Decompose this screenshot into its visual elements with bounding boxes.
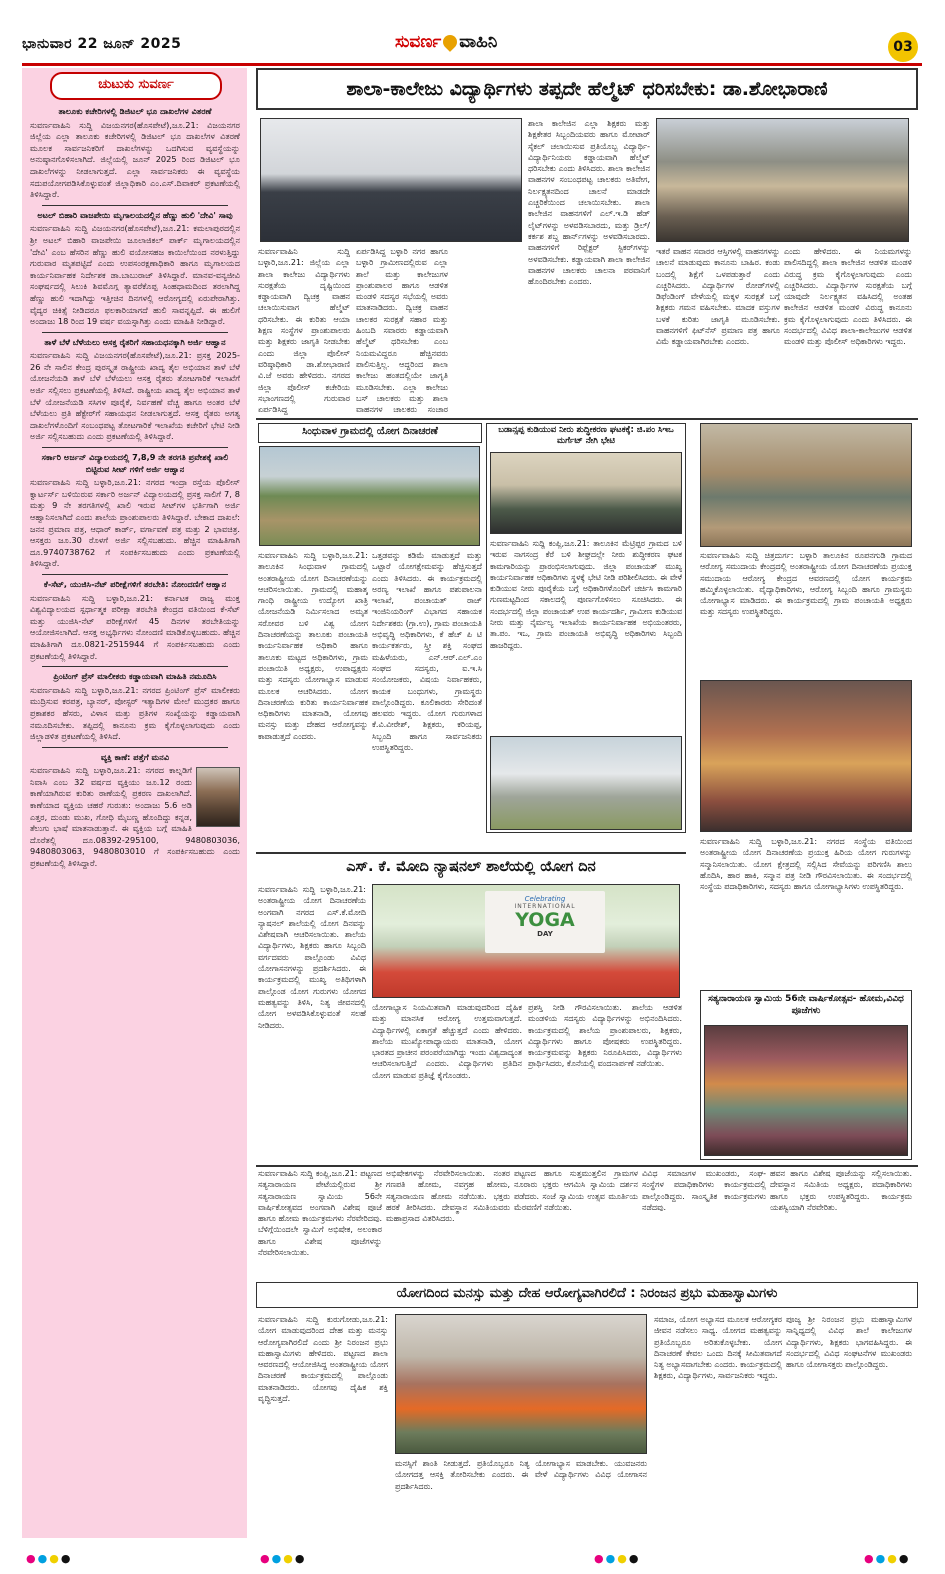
brief-body: ಸುವರ್ಣವಾಹಿನಿ ಸುದ್ದಿ ಬಳ್ಳಾರಿ,ಜೂ.21: ನಗರದ ಕಾಲ್ನಡಿಗೆ ನಿವಾಸಿ ಎಂಬ 32 ವರ್ಷದ ವ್ಯಕ್ತಿಯು ಜೂ.12 ರಂದು ಕಾಣೆಯಾಗಿರುವ ಕುರಿತು ಠಾಣೆಯಲ್ಲಿ ಪ್ರಕರಣ ದಾಖಲಾಗಿದೆ. ಕಾಣೆಯಾದ ವ್ಯಕ್ತಿಯ ಚಹರೆ ಗುರುತು: ಅಂದಾಜು 5.6 ಅಡಿ ಎತ್ತರ, ದುಂಡು ಮುಖ, ಗೋಧಿ ಮೈಬಣ್ಣ ಹೊಂದಿದ್ದು ಕನ್ನಡ, ತೆಲುಗು ಭಾಷೆ ಮಾತನಾಡುತ್ತಾನೆ. ಈ ವ್ಯಕ್ತಿಯ ಬಗ್ಗೆ ಮಾಹಿತಿ ದೊರೆತಲ್ಲಿ ದೂ.08392-295100, 9480803036, 9480803063, 9480803010 ಗೆ ಸಂಪರ್ಕಿಸಬಹುದು ಎಂದು ಪ್ರಕಟಣೆಯಲ್ಲಿ ತಿಳಿಸಿದ್ದಾರೆ. xyxy=(30,765,240,869)
masthead xyxy=(0,0,945,64)
divider xyxy=(42,332,228,333)
brief-item xyxy=(30,579,240,662)
health-centre-yoga-photo xyxy=(700,423,912,547)
banner-yoga-text: YOGA xyxy=(515,909,575,931)
meeting-hall-photo xyxy=(260,118,522,242)
audience-photo xyxy=(656,118,909,242)
niranjan-col-3: ಸಮಾಜ, ಯೋಗ ಅಭ್ಯಾಸದ ಮೂಲಕ ಆರೋಗ್ಯಕರ ಜೀವನ ನಡೆಸಲು ಸಾಧ್ಯ. ಯೋಗದ ಮಹತ್ವವನ್ನು ಪ್ರತಿಯೊಬ್ಬರೂ ಅರಿತುಕೊಳ್ಳಬೇಕು. ಯೋಗ ದಿನಾಚರಣೆ ಕೇವಲ ಒಂದು ದಿನಕ್ಕೆ ಸೀಮಿತವಾಗದೆ ನಿತ್ಯ ಅಭ್ಯಾಸವಾಗಬೇಕು ಎಂದರು. ಕಾರ್ಯಕ್ರಮದಲ್ಲಿ ಶಿಕ್ಷಕರು, ವಿದ್ಯಾರ್ಥಿಗಳು, ಸಾರ್ವಜನಿಕರು ಇದ್ದರು. xyxy=(654,1315,782,1381)
temple-col-5: ಹವನ ಹಾಗೂ ವಿಶೇಷ ಪೂಜೆಯನ್ನು ಸಲ್ಲಿಸಲಾಯಿತು. ದೇವಸ್ಥಾನ ಸಮಿತಿಯ ಅಧ್ಯಕ್ಷರು, ಪದಾಧಿಕಾರಿಗಳು ಹಾಗೂ ಭಕ್ತರು ಉಪಸ್ಥಿತರಿದ್ದರು. ಕಾರ್ಯಕ್ರಮ ಯಶಸ್ವಿಯಾಗಿ ನೆರವೇರಿತು. xyxy=(770,1169,912,1212)
brief-body: ಸುವರ್ಣವಾಹಿನಿ ಸುದ್ದಿ ಬಳ್ಳಾರಿ,ಜೂ.21: ನಗರದ ಪ್ರಿಂಟಿಂಗ್ ಪ್ರೆಸ್ ಮಾಲೀಕರು ಮುದ್ರಿಸುವ ಕರಪತ್ರ, ಬ್ಯಾನರ್, ಪೋಸ್ಟರ್ ಇತ್ಯಾದಿಗಳ ಮೇಲೆ ಮುದ್ರಕರ ಹಾಗೂ ಪ್ರಕಾಶಕರ ಹೆಸರು, ವಿಳಾಸ ಮತ್ತು ಪ್ರತಿಗಳ ಸಂಖ್ಯೆಯನ್ನು ಕಡ್ಡಾಯವಾಗಿ ನಮೂದಿಸಬೇಕು. ತಪ್ಪಿದಲ್ಲಿ ಕಾನೂನು ಕ್ರಮ ಕೈಗೊಳ್ಳಲಾಗುವುದು ಎಂದು ಜಿಲ್ಲಾಡಳಿತ ಪ್ರಕಟಣೆಯಲ್ಲಿ ತಿಳಿಸಿದೆ. xyxy=(30,684,240,742)
brief-heading: ಕೆ-ಸೆಟ್, ಯುಜಿಸಿ-ನೆಟ್ ಪರೀಕ್ಷೆಗಳಿಗೆ ತರಬೇತಿ: ನೋಂದಣಿಗೆ ಆಹ್ವಾನ xyxy=(43,578,227,589)
brief-item xyxy=(30,337,240,443)
niranjan-col-4: ಪೂಜ್ಯ ಶ್ರೀ ನಿರಂಜನ ಪ್ರಭು ಮಹಾಸ್ವಾಮಿಗಳ ಸಾನ್ನಿಧ್ಯದಲ್ಲಿ ವಿವಿಧ ಶಾಲೆ ಕಾಲೇಜುಗಳ ವಿದ್ಯಾರ್ಥಿಗಳು, ಶಿಕ್ಷಕರು ಭಾಗವಹಿಸಿದ್ದರು. ಈ ಸಂದರ್ಭದಲ್ಲಿ ವಿವಿಧ ಸಂಘಟನೆಗಳ ಮುಖಂಡರು ಹಾಗೂ ಯೋಗಾಸಕ್ತರು ಪಾಲ್ಗೊಂಡಿದ್ದರು. xyxy=(786,1315,912,1370)
yoga-lake-photo xyxy=(259,446,480,546)
chutuku-items xyxy=(30,102,240,1532)
banner-day-text: DAY xyxy=(537,930,553,938)
chutuku-title: ಚುಟುಕು ಸುವರ್ಣ xyxy=(50,72,222,100)
modi-school-headline: ಎಸ್. ಕೆ. ಮೋದಿ ನ್ಯಾಷನಲ್ ಶಾಲೆಯಲ್ಲಿ ಯೋಗ ದಿನ xyxy=(346,859,596,875)
lead-col-3: ಶಾಲಾ ಕಾಲೇಜಿನ ಎಲ್ಲಾ ಶಿಕ್ಷಕರು ಮತ್ತು ಶಿಕ್ಷಕೇತರ ಸಿಬ್ಬಂದಿಯವರು ಹಾಗೂ ಮೋಟಾರ್ ಸೈಕಲ್ ಚಲಾಯಿಸುವ ಪ್ರತಿಯೊಬ್ಬ ವಿದ್ಯಾರ್ಥಿ-ವಿದ್ಯಾರ್ಥಿನಿಯರು ಕಡ್ಡಾಯವಾಗಿ ಹೆಲ್ಮೆಟ್ ಧರಿಸಬೇಕು ಎಂದು ತಿಳಿಸಿದರು. ಶಾಲಾ ಕಾಲೇಜಿನ ವಾಹನಗಳ ಸಂಬಂಧಪಟ್ಟ ಚಾಲಕರು ಅತಿವೇಗ, ನಿರ್ಲಕ್ಷ್ಯತನದಿಂದ ಚಾಲನೆ ಮಾಡದೇ ಎಚ್ಚರಿಕೆಯಿಂದ ಚಲಾಯಿಸಬೇಕು. ಶಾಲಾ ಕಾಲೇಜಿನ ವಾಹನಗಳಿಗೆ ಎಲ್.ಇ.ಡಿ ಹೆಡ್ ಲೈಟ್‌ಗಳನ್ನು ಅಳವಡಿಸಬಾರದು, ಮತ್ತು ಡ್ರಿಲ್/ಕರ್ಕಶ ಶಬ್ದ ಹಾರ್ನ್‌ಗಳನ್ನು ಅಳವಡಿಸಬಾರದು. ವಾಹನಗಳಿಗೆ ರಿಫ್ಲೆಕ್ಟರ್ ಸ್ಟಿಕರ್‌ಗಳನ್ನು ಅಳವಡಿಸಬೇಕು. ಕಡ್ಡಾಯವಾಗಿ ಶಾಲಾ ಕಾಲೇಜಿನ ವಾಹನಗಳ ಚಾಲಕರು ಚಾಲನಾ ಪರವಾನಿಗೆ ಹೊಂದಿರಬೇಕು ಎಂದರು. xyxy=(528,119,650,287)
felicitation-body: ಸುವರ್ಣವಾಹಿನಿ ಸುದ್ದಿ ಬಳ್ಳಾರಿ,ಜೂ.21: ನಗರದ ಸಂಸ್ಥೆಯ ವತಿಯಿಂದ ಅಂತರಾಷ್ಟ್ರೀಯ ಯೋಗ ದಿನಾಚರಣೆಯ ಪ್ರಯುಕ್ತ ಹಿರಿಯ ಯೋಗ ಗುರುಗಳನ್ನು ಸನ್ಮಾನಿಸಲಾಯಿತು. ಯೋಗ ಕ್ಷೇತ್ರದಲ್ಲಿ ಸಲ್ಲಿಸಿದ ಸೇವೆಯನ್ನು ಪರಿಗಣಿಸಿ ಶಾಲು ಹೊದಿಸಿ, ಹಾರ ಹಾಕಿ, ಸನ್ಮಾನ ಪತ್ರ ನೀಡಿ ಗೌರವಿಸಲಾಯಿತು. ಈ ಸಂದರ್ಭದಲ್ಲಿ ಸಂಸ್ಥೆಯ ಪದಾಧಿಕಾರಿಗಳು, ಸದಸ್ಯರು ಹಾಗೂ ಯೋಗಾಭ್ಯಾಸಿಗಳು ಉಪಸ್ಥಿತರಿದ್ದರು. xyxy=(700,837,912,892)
brief-item xyxy=(30,106,240,201)
brief-heading: ತಾಲೂಕು ಕಚೇರಿಗಳಲ್ಲಿ ಡಿಜಿಟಲ್ ಭೂ ದಾಖಲೆಗಳ ವಿತರಣೆ xyxy=(58,106,212,116)
brief-item xyxy=(30,210,240,328)
water-story-body: ಸುವರ್ಣವಾಹಿನಿ ಸುದ್ದಿ ಕಂಪ್ಲಿ,ಜೂ.21: ತಾಲೂಕಿನ ಮೆಟ್ರಿಪ್ಪರ ಗ್ರಾಮದ ಬಳಿ ಇರುವ ನಾಗಸಂದ್ರ ಕೆರೆ ಬಳಿ ಶೀಘ್ರದಲ್ಲೇ ನೀರು ಶುದ್ಧೀಕರಣ ಘಟಕ ಕಾಮಗಾರಿಯನ್ನು ಪ್ರಾರಂಭಿಸಲಾಗುವುದು. ಜಿಲ್ಲಾ ಪಂಚಾಯತ್ ಮುಖ್ಯ ಕಾರ್ಯನಿರ್ವಾಹಕ ಅಧಿಕಾರಿಗಳು ಸ್ಥಳಕ್ಕೆ ಭೇಟಿ ನೀಡಿ ಪರಿಶೀಲಿಸಿದರು. ಈ ವೇಳೆ ಕುಡಿಯುವ ನೀರು ಪೂರೈಕೆಯ ಬಗ್ಗೆ ಅಧಿಕಾರಿಗಳೊಂದಿಗೆ ಚರ್ಚಿಸಿ ಕಾಮಗಾರಿ ಗುಣಮಟ್ಟದಿಂದ ಸಕಾಲದಲ್ಲಿ ಪೂರ್ಣಗೊಳಿಸಲು ಸೂಚಿಸಿದರು. ಈ ಸಂದರ್ಭದಲ್ಲಿ ಜಿಲ್ಲಾ ಪಂಚಾಯತ್ ಉಪ ಕಾರ್ಯದರ್ಶಿ, ಗ್ರಾಮೀಣ ಕುಡಿಯುವ ನೀರು ಮತ್ತು ನೈರ್ಮಲ್ಯ ಇಲಾಖೆಯ ಕಾರ್ಯನಿರ್ವಾಹಕ ಅಭಿಯಂತರರು, ತಾ.ಪಂ. ಇಒ, ಗ್ರಾಮ ಪಂಚಾಯತಿ ಅಭಿವೃದ್ಧಿ ಅಧಿಕಾರಿಗಳು ಸಿಬ್ಬಂದಿ ಹಾಜರಿದ್ದರು. xyxy=(490,539,682,650)
modi-col-2: ಯೋಗಾಭ್ಯಾಸ ನಿಯಮಿತವಾಗಿ ಮಾಡುವುದರಿಂದ ದೈಹಿಕ ಮತ್ತು ಮಾನಸಿಕ ಆರೋಗ್ಯ ಉತ್ತಮವಾಗುತ್ತದೆ. ವಿದ್ಯಾರ್ಥಿಗಳಲ್ಲಿ ಏಕಾಗ್ರತೆ ಹೆಚ್ಚುತ್ತದೆ ಎಂದು ಹೇಳಿದರು. ಶಾಲೆಯ ಮುಖ್ಯೋಪಾಧ್ಯಾಯರು ಮಾತನಾಡಿ, ಯೋಗ ಭಾರತದ ಪ್ರಾಚೀನ ಪರಂಪರೆಯಾಗಿದ್ದು ಇಂದು ವಿಶ್ವದಾದ್ಯಂತ ಆಚರಿಸಲಾಗುತ್ತಿದೆ ಎಂದರು. ವಿದ್ಯಾರ್ಥಿಗಳು ಪ್ರತಿದಿನ ಯೋಗ ಮಾಡುವ ಪ್ರತಿಜ್ಞೆ ಕೈಗೊಂಡರು. xyxy=(372,1003,522,1080)
temple-col-4: ವಿವಿಧ ಸಮಾಜಗಳ ಮುಖಂಡರು, ಸಂಘ-ಸಂಸ್ಥೆಗಳ ಪದಾಧಿಕಾರಿಗಳು ಕಾರ್ಯಕ್ರಮದಲ್ಲಿ ಪಾಲ್ಗೊಂಡಿದ್ದರು. ಸಾಂಸ್ಕೃತಿಕ ಕಾರ್ಯಕ್ರಮಗಳು ನಡೆದವು. xyxy=(642,1169,766,1212)
brief-heading: ಅಟಲ್ ಬಿಹಾರಿ ವಾಜಪೇಯಿ ಮೃಗಾಲಯದಲ್ಲಿನ ಹೆಣ್ಣು ಹುಲಿ 'ದೇವಿ' ಸಾವು xyxy=(37,209,233,220)
lead-col-5: ಎಂದು ಹೇಳಿದರು. ಈ ನಿಯಮಗಳನ್ನು ಪಾಲಿಸದಿದ್ದಲ್ಲಿ ಶಾಲಾ ಕಾಲೇಜಿನ ಆಡಳಿತ ಮಂಡಳಿ ವಿರುದ್ಧ ಕ್ರಮ ಕೈಗೊಳ್ಳಲಾಗುವುದು ಎಂದು ಎಚ್ಚರಿಸಿದರು. ವಿದ್ಯಾರ್ಥಿಗಳ ಸುರಕ್ಷತೆಯ ಬಗ್ಗೆ ಯಾವುದೇ ನಿರ್ಲಕ್ಷ್ಯತನ ವಹಿಸಿದಲ್ಲಿ ಅಂತಹ ಕಾಲೇಜಿನ ಆಡಳಿತ ಮಂಡಳಿ ವಿರುದ್ಧ ಕಾನೂನು ಕ್ರಮ ಕೈಗೊಳ್ಳಲಾಗುವುದು ಎಂದು ತಿಳಿಸಿದರು. ಈ ಸಂದರ್ಭದಲ್ಲಿ ವಿವಿಧ ಶಾಲಾ-ಕಾಲೇಜುಗಳ ಆಡಳಿತ ಮಂಡಳಿ ಮತ್ತು ಪೊಲೀಸ್ ಅಧಿಕಾರಿಗಳು ಇದ್ದರು. xyxy=(784,247,912,347)
print-color-marks: ●●●● xyxy=(260,1552,307,1565)
page-number: 03 xyxy=(888,32,918,62)
lead-col-1: ಸುವರ್ಣವಾಹಿನಿ ಸುದ್ದಿ ಬಳ್ಳಾರಿ,ಜೂ.21: ಜಿಲ್ಲೆಯ ಎಲ್ಲಾ ಶಾಲಾ ಕಾಲೇಜು ವಿದ್ಯಾರ್ಥಿಗಳು ಸುರಕ್ಷತೆಯ ದೃಷ್ಟಿಯಿಂದ ಕಡ್ಡಾಯವಾಗಿ ದ್ವಿಚಕ್ರ ವಾಹನ ಚಲಾಯಿಸುವಾಗ ಹೆಲ್ಮೆಟ್ ಧರಿಸಬೇಕು. ಈ ಕುರಿತು ಆಯಾ ಶಿಕ್ಷಣ ಸಂಸ್ಥೆಗಳ ಪ್ರಾಂಶುಪಾಲರು ಮತ್ತು ಶಿಕ್ಷಕರು ಜಾಗೃತಿ ನೀಡಬೇಕು ಎಂದು ಜಿಲ್ಲಾ ಪೊಲೀಸ್ ವರಿಷ್ಠಾಧಿಕಾರಿ ಡಾ.ಶೋಭಾರಾಣಿ ವಿ.ಜೆ ಅವರು ಹೇಳಿದರು. ನಗರದ ಜಿಲ್ಲಾ ಪೊಲೀಸ್ ಕಚೇರಿಯ ಸಭಾಂಗಣದಲ್ಲಿ ಗುರುವಾರ ಏರ್ಪಡಿಸಿದ್ದ xyxy=(258,247,350,415)
temple-headline: ಸತ್ಯನಾರಾಯಣ ಸ್ವಾಮಿಯ 56ನೇ ವಾರ್ಷಿಕೋತ್ಸವ- ಹೋಮ,ವಿವಿಧ ಪೂಜೆಗಳು xyxy=(708,994,904,1016)
temple-col-2: ಅಭಿಷೇಕಗಳನ್ನು ನೆರವೇರಿಸಲಾಯಿತು. ನಂತರ ಗಣಪತಿ ಹೋಮ, ನವಗ್ರಹ ಹೋಮ, ಸತ್ಯನಾರಾಯಣ ಹೋಮ ನಡೆಯಿತು. ಭಕ್ತರು ಹರಕೆ ತೀರಿಸಿದರು. ದೇವಸ್ಥಾನ ಸಮಿತಿಯವರು ಮಹಾಪ್ರಸಾದ ವಿತರಿಸಿದರು. xyxy=(386,1169,510,1224)
logo-part-black: ವಾಹಿನಿ xyxy=(459,32,498,52)
sindhuvala-col-2: ಒತ್ತಡವನ್ನು ಕಡಿಮೆ ಮಾಡುತ್ತದೆ ಮತ್ತು ಒಟ್ಟಾರೆ ಯೋಗಕ್ಷೇಮವನ್ನು ಹೆಚ್ಚಿಸುತ್ತದೆ ಎಂದು ತಿಳಿಸಿದರು. ಈ ಕಾರ್ಯಕ್ರಮದಲ್ಲಿ ಅರಣ್ಯ ಇಲಾಖೆ ಹಾಗೂ ಪಶುಪಾಲನಾ ಇಲಾಖೆ, ಪಂಚಾಯತ್ ರಾಜ್ ಇಂಜಿನಿಯರಿಂಗ್ ವಿಭಾಗದ ಸಹಾಯಕ ನಿರ್ದೇಶಕರು (ಗ್ರಾ.ಉ), ಗ್ರಾಮ ಪಂಚಾಯತಿ ಅಭಿವೃದ್ಧಿ ಅಧಿಕಾರಿಗಳು, ಕೆ ಹೆಚ್ ಪಿ ಟಿ ಕಾರ್ಯಕರ್ತರು, ಸ್ತ್ರೀ ಶಕ್ತಿ ಸಂಘದ ಮಹಿಳೆಯರು, ಎನ್.ಆರ್.ಎಲ್.ಎಂ ಸಂಘದ ಸದಸ್ಯರು, ಐ.ಇ.ಸಿ ಸಂಯೋಜಕರು, ವಿಷಯ ನಿರ್ವಾಹಕರು, ಕಾಯಕ ಬಂಧುಗಳು, ಗ್ರಾಮಸ್ಥರು ಪಾಲ್ಗೊಂಡಿದ್ದರು. ಕೂಲಿಕಾರರು ಸೇರಿದಂತೆ ಹಲವರು ಇದ್ದರು. ಯೋಗ ಗುರುಗಳಾದ ಕೆ.ವಿ.ವೀರೇಶ್, ಶಿಕ್ಷಕರು, ಕರಿಯಪ್ಪ, ಸಿಬ್ಬಂದಿ ಹಾಗೂ ಸಾರ್ವಜನಿಕರು ಉಪಸ್ಥಿತರಿದ್ದರು. xyxy=(372,551,482,753)
missing-person-photo xyxy=(196,767,240,827)
banner-mid-text: INTERNATIONAL xyxy=(514,903,576,910)
officials-visit-photo xyxy=(490,452,682,534)
divider xyxy=(42,747,228,748)
sindhuvala-col-1: ಸುವರ್ಣವಾಹಿನಿ ಸುದ್ದಿ ಬಳ್ಳಾರಿ,ಜೂ.21: ತಾಲೂಕಿನ ಸಿಂಧುವಾಳ ಗ್ರಾಮದಲ್ಲಿ ಅಂತರಾಷ್ಟ್ರೀಯ ಯೋಗ ದಿನಾಚರಣೆಯನ್ನು ಆಚರಿಸಲಾಯಿತು. ಗ್ರಾಮದಲ್ಲಿ ಮಹಾತ್ಮ ಗಾಂಧಿ ರಾಷ್ಟ್ರೀಯ ಉದ್ಯೋಗ ಖಾತ್ರಿ ಯೋಜನೆಯಡಿ ನಿರ್ಮಿಸಲಾದ ಅಮೃತ ಸರೋವರ ಬಳಿ ವಿಶ್ವ ಯೋಗ ದಿನಾಚರಣೆಯನ್ನು ತಾಲೂಕು ಪಂಚಾಯತಿ ಕಾರ್ಯನಿರ್ವಾಹಕ ಅಧಿಕಾರಿ ಹಾಗೂ ತಾಲೂಕು ಮಟ್ಟದ ಅಧಿಕಾರಿಗಳು, ಗ್ರಾಮ ಪಂಚಾಯಿತಿ ಅಧ್ಯಕ್ಷರು, ಉಪಾಧ್ಯಕ್ಷರು ಮತ್ತು ಸದಸ್ಯರು ಯೋಗಾಭ್ಯಾಸ ಮಾಡುವ ಮೂಲಕ ಆಚರಿಸಿದರು. ಯೋಗ ದಿನಾಚರಣೆಯ ಕುರಿತು ಕಾರ್ಯನಿರ್ವಾಹಕ ಅಧಿಕಾರಿಗಳು ಮಾತನಾಡಿ, ಯೋಗವು ಮನಸ್ಸು ಮತ್ತು ದೇಹದ ಆರೋಗ್ಯವನ್ನು ಕಾಪಾಡುತ್ತದೆ ಎಂದರು. xyxy=(258,551,368,741)
niranjan-headline: ಯೋಗದಿಂದ ಮನಸ್ಸು ಮತ್ತು ದೇಹ ಆರೋಗ್ಯವಾಗಿರಲಿದೆ : ನಿರಂಜನ ಪ್ರಭು ಮಹಾಸ್ವಾಮಿಗಳು xyxy=(256,1282,918,1308)
brief-item xyxy=(30,752,240,870)
flame-icon xyxy=(440,32,460,52)
lead-headline-box xyxy=(256,68,918,110)
banner-top-text: Celebrating xyxy=(524,895,566,903)
brief-heading: ಪ್ರಿಂಟಿಂಗ್ ಪ್ರೆಸ್ ಮಾಲೀಕರು ಕಡ್ಡಾಯವಾಗಿ ಮಾಹಿತಿ ನಮೂದಿಸಿ xyxy=(53,671,217,682)
niranjan-col-2: ಮನಸ್ಸಿಗೆ ಶಾಂತಿ ನೀಡುತ್ತದೆ. ಪ್ರತಿಯೊಬ್ಬರೂ ನಿತ್ಯ ಯೋಗಾಭ್ಯಾಸ ಮಾಡಬೇಕು. ಯುವಜನರು ಯೋಗದತ್ತ ಆಸಕ್ತಿ ತೋರಿಸಬೇಕು ಎಂದರು. ಈ ವೇಳೆ ವಿದ್ಯಾರ್ಥಿಗಳು ವಿವಿಧ ಯೋಗಾಸನ ಪ್ರದರ್ಶಿಸಿದರು. xyxy=(395,1459,647,1491)
brief-body: ಸುವರ್ಣವಾಹಿನಿ ಸುದ್ದಿ ವಿಜಯನಗರ(ಹೊಸಪೇಟೆ),ಜೂ.21: ಕಮಲಾಪುರದಲ್ಲಿನ ಶ್ರೀ ಅಟಲ್ ಬಿಹಾರಿ ವಾಜಪೇಯಿ ಜೂಲಾಜಿಕಲ್ ಪಾರ್ಕ್ ಮೃಗಾಲಯದಲ್ಲಿನ 'ದೇವಿ' ಎಂಬ ಹೆಸರಿನ ಹೆಣ್ಣು ಹುಲಿ ವಯೋಸಹಜ ಕಾಯಿಲೆಯಿಂದ ನರಳುತ್ತಿದ್ದು ಗುರುವಾರ ಮೃತಪಟ್ಟಿದೆ ಎಂದು ಉಪಸಂರಕ್ಷಣಾಧಿಕಾರಿ ಹಾಗೂ ಮೃಗಾಲಯದ ಕಾರ್ಯನಿರ್ವಾಹಕ ನಿರ್ದೇಶಕ ಡಾ.ಬಾಬುರಾಜ್ ತಿಳಿಸಿದ್ದಾರೆ. ಮಾನವ-ವನ್ಯಜೀವಿ ಸಂಘರ್ಷದಲ್ಲಿ ಸಿಲುಕಿ ಶಿವಮೊಗ್ಗ ತ್ಯಾವರೆಕೊಪ್ಪ ಸಿಂಹಧಾಮದಿಂದ ತರಲಾಗಿದ್ದ ಹೆಣ್ಣು ಹುಲಿ ಇದಾಗಿದ್ದು ಇತ್ತೀಚಿನ ದಿನಗಳಲ್ಲಿ ಆರೋಗ್ಯದಲ್ಲಿ ಏರುಪೇರಾಗಿತ್ತು. ವೈದ್ಯರ ಚಿಕಿತ್ಸೆ ನೀಡಿದರೂ ಫಲಕಾರಿಯಾಗದೆ ಹುಲಿ ಸಾವನ್ನಪ್ಪಿದೆ. ಈ ಹುಲಿಗೆ ಅಂದಾಜು 18 ರಿಂದ 19 ವರ್ಷ ವಯಸ್ಸಾಗಿತ್ತು ಎಂದು ಮಾಹಿತಿ ನೀಡಿದ್ದಾರೆ. xyxy=(30,223,240,327)
brief-body: ಸುವರ್ಣವಾಹಿನಿ ಸುದ್ದಿ ವಿಜಯನಗರ(ಹೊಸಪೇಟೆ),ಜೂ.21: ವಿಜಯನಗರ ಜಿಲ್ಲೆಯ ಎಲ್ಲಾ ತಾಲೂಕು ಕಚೇರಿಗಳಲ್ಲಿ ಡಿಜಿಟಲ್ ಭೂ ದಾಖಲೆಗಳ ವಿತರಣೆ ಮೂಲಕ ಸಾರ್ವಜನಿಕರಿಗೆ ದಾಖಲೆಗಳನ್ನು ಒದಗಿಸುವ ವ್ಯವಸ್ಥೆಯನ್ನು ಅನುಷ್ಠಾನಗೊಳಿಸಲಾಗಿದೆ. ಜಿಲ್ಲೆಯಲ್ಲಿ ಜೂನ್ 2025 ರಿಂದ ಡಿಜಿಟಲ್ ಭೂ ದಾಖಲೆಗಳನ್ನು ನೀಡಲಾಗುತ್ತದೆ. ಎಲ್ಲಾ ಸಾರ್ವಜನಿಕರು ಈ ವ್ಯವಸ್ಥೆಯ ಸದುಪಯೋಗಪಡಿಸಿಕೊಳ್ಳುವಂತೆ ಜಿಲ್ಲಾಧಿಕಾರಿ ಎಂ.ಎಸ್.ದಿವಾಕರ್ ಪ್ರಕಟಣೆಯಲ್ಲಿ ತಿಳಿಸಿದ್ದಾರೆ. xyxy=(30,119,240,200)
lead-headline: ಶಾಲಾ-ಕಾಲೇಜು ವಿದ್ಯಾರ್ಥಿಗಳು ತಪ್ಪದೇ ಹೆಲ್ಮೆಟ್ ಧರಿಸಬೇಕು: ಡಾ.ಶೋಭಾರಾಣಿ xyxy=(346,78,828,100)
modi-col-1: ಸುವರ್ಣವಾಹಿನಿ ಸುದ್ದಿ ಬಳ್ಳಾರಿ,ಜೂ.21: ಅಂತರಾಷ್ಟ್ರೀಯ ಯೋಗ ದಿನಾಚರಣೆಯ ಅಂಗವಾಗಿ ನಗರದ ಎಸ್.ಕೆ.ಮೋದಿ ನ್ಯಾಷನಲ್ ಶಾಲೆಯಲ್ಲಿ ಯೋಗ ದಿನವನ್ನು ವಿಶೇಷವಾಗಿ ಆಚರಿಸಲಾಯಿತು. ಶಾಲೆಯ ವಿದ್ಯಾರ್ಥಿಗಳು, ಶಿಕ್ಷಕರು ಹಾಗೂ ಸಿಬ್ಬಂದಿ ವರ್ಗದವರು ಪಾಲ್ಗೊಂಡು ವಿವಿಧ ಯೋಗಾಸನಗಳನ್ನು ಪ್ರದರ್ಶಿಸಿದರು. ಈ ಕಾರ್ಯಕ್ರಮದಲ್ಲಿ ಮುಖ್ಯ ಅತಿಥಿಗಳಾಗಿ ಪಾಲ್ಗೊಂಡ ಯೋಗ ಗುರುಗಳು ಯೋಗದ ಮಹತ್ವವನ್ನು ತಿಳಿಸಿ, ನಿತ್ಯ ಜೀವನದಲ್ಲಿ ಯೋಗ ಅಳವಡಿಸಿಕೊಳ್ಳುವಂತೆ ಸಲಹೆ ನೀಡಿದರು. xyxy=(258,885,366,1030)
divider xyxy=(42,666,228,667)
water-story-headline: ಬಡಾನ್ಸಪ್ಪ ಕುಡಿಯುವ ನೀರು ಶುದ್ಧೀಕರಣ ಘಟಕಕ್ಕೆ: ಜಿ.ಪಂ ಸಿಇಒ ಮರ್ಗೆಟ್ ನೇಗಿ ಭೇಟಿ xyxy=(498,425,674,446)
swamiji-photo xyxy=(395,1314,647,1454)
print-color-marks: ●●●● xyxy=(864,1552,911,1565)
lead-col-4: ಇತರೆ ವಾಹನ ಸವಾರರ ಆಸ್ತಿಗಳಲ್ಲಿ ವಾಹನಗಳನ್ನು ಚಾಲನೆ ಮಾಡುವುದು ಕಾನೂನು ಬಾಹಿರ. ಕಂಡು ಬಂದಲ್ಲಿ ಶಿಕ್ಷೆಗೆ ಒಳಪಡುತ್ತಾರೆ ಎಂದು ಎಚ್ಚರಿಸಿದರು. ವಿದ್ಯಾರ್ಥಿಗಳ ರೋಡ್‌ಗಳಲ್ಲಿ ಡಿಫೆಂಡಿಂಗ್ ವೇಳೆಯಲ್ಲಿ ಮಕ್ಕಳ ಸುರಕ್ಷತೆ ಬಗ್ಗೆ ಶಿಕ್ಷಕರು ಗಮನ ವಹಿಸಬೇಕು. ಮಾದಕ ವಸ್ತುಗಳ ಬಳಕೆ ಕುರಿತು ಜಾಗೃತಿ ಮೂಡಿಸಬೇಕು. ವಾಹನಗಳಿಗೆ ಫಿಟ್‌ನೆಸ್ ಪ್ರಮಾಣ ಪತ್ರ ಹಾಗೂ ವಿಮೆ ಕಡ್ಡಾಯವಾಗಿರಬೇಕು ಎಂದರು. xyxy=(656,247,780,347)
brief-heading: ತಾಳೆ ಬೆಳೆ ಬೆಳೆಯಲು ಆಸಕ್ತ ರೈತರಿಗೆ ಸಹಾಯಧನಕ್ಕಾಗಿ ಅರ್ಜಿ ಆಹ್ವಾನ xyxy=(44,336,226,347)
temple-col-3: ಪಟ್ಟಣದ ಹಾಗೂ ಸುತ್ತಮುತ್ತಲಿನ ಗ್ರಾಮಗಳ ನೂರಾರು ಭಕ್ತರು ಆಗಮಿಸಿ ಸ್ವಾಮಿಯ ದರ್ಶನ ಪಡೆದರು. ಸಂಜೆ ಸ್ವಾಮಿಯ ಉತ್ಸವ ಮೂರ್ತಿಯ ಮೆರವಣಿಗೆ ನಡೆಯಿತು. xyxy=(514,1169,638,1212)
issue-date: ಭಾನುವಾರ 22 ಜೂನ್ 2025 xyxy=(22,36,182,52)
divider xyxy=(42,574,228,575)
logo-part-red: ಸುವರ್ಣ xyxy=(395,32,442,52)
felicitation-photo xyxy=(700,680,912,832)
brief-body: ಸುವರ್ಣವಾಹಿನಿ ಸುದ್ದಿ ಬಳ್ಳಾರಿ,ಜೂ.21: ಕರ್ನಾಟಕ ರಾಜ್ಯ ಮುಕ್ತ ವಿಶ್ವವಿದ್ಯಾಲಯದ ಸ್ಪರ್ಧಾತ್ಮಕ ಪರೀಕ್ಷಾ ತರಬೇತಿ ಕೇಂದ್ರದ ವತಿಯಿಂದ ಕೆ-ಸೆಟ್ ಮತ್ತು ಯುಜಿಸಿ-ನೆಟ್ ಪರೀಕ್ಷೆಗಳಿಗೆ 45 ದಿನಗಳ ತರಬೇತಿಯನ್ನು ಆಯೋಜಿಸಲಾಗಿದೆ. ಆಸಕ್ತ ಅಭ್ಯರ್ಥಿಗಳು ನೋಂದಣಿ ಮಾಡಿಕೊಳ್ಳಬಹುದು. ಹೆಚ್ಚಿನ ಮಾಹಿತಿಗಾಗಿ ದೂ.0821-2515944 ಗೆ ಸಂಪರ್ಕಿಸಬಹುದು ಎಂದು ಪ್ರಕಟಣೆಯಲ್ಲಿ ತಿಳಿಸಿದ್ದಾರೆ. xyxy=(30,592,240,661)
brief-item xyxy=(30,671,240,743)
yoga-day-banner xyxy=(485,891,605,953)
newspaper-logo xyxy=(395,32,497,52)
niranjan-col-1: ಸುವರ್ಣವಾಹಿನಿ ಸುದ್ದಿ ಕುರುಗೋಡು,ಜೂ.21: ಯೋಗ ಮಾಡುವುದರಿಂದ ದೇಹ ಮತ್ತು ಮನಸ್ಸು ಆರೋಗ್ಯವಾಗಿರಲಿದೆ ಎಂದು ಶ್ರೀ ನಿರಂಜನ ಪ್ರಭು ಮಹಾಸ್ವಾಮಿಗಳು ಹೇಳಿದರು. ಪಟ್ಟಣದ ಶಾಲಾ ಆವರಣದಲ್ಲಿ ಆಯೋಜಿಸಿದ್ದ ಅಂತರಾಷ್ಟ್ರೀಯ ಯೋಗ ದಿನಾಚರಣೆ ಕಾರ್ಯಕ್ರಮದಲ್ಲಿ ಪಾಲ್ಗೊಂಡು ಮಾತನಾಡಿದರು. ಯೋಗವು ದೈಹಿಕ ಶಕ್ತಿ ವೃದ್ಧಿಸುತ್ತದೆ. xyxy=(258,1315,388,1404)
brief-body: ಸುವರ್ಣವಾಹಿನಿ ಸುದ್ದಿ ವಿಜಯನಗರ(ಹೊಸಪೇಟೆ),ಜೂ.21: ಪ್ರಸಕ್ತ 2025-26 ನೇ ಸಾಲಿನ ಕೇಂದ್ರ ಪುರಸ್ಕೃತ ರಾಷ್ಟ್ರೀಯ ಖಾದ್ಯ ತೈಲ ಅಭಿಯಾನ ತಾಳೆ ಬೆಳೆ ಯೋಜನೆಯಡಿ ತಾಳೆ ಬೆಳೆ ಬೆಳೆಯಲು ಆಸಕ್ತ ರೈತರು ತೋಟಗಾರಿಕೆ ಇಲಾಖೆಗೆ ಅರ್ಜಿ ಸಲ್ಲಿಸಲು ಪ್ರಕಟಣೆಯಲ್ಲಿ ತಿಳಿಸಿದೆ. ರಾಷ್ಟ್ರೀಯ ಖಾದ್ಯ ತೈಲ ಅಭಿಯಾನ ತಾಳೆ ಬೆಳೆ ಯೋಜನೆಯಡಿ ಸಸಿಗಳ ಪೂರೈಕೆ, ನಿರ್ವಹಣೆ ವೆಚ್ಚ ಹಾಗೂ ಅಂತರ ಬೆಳೆ ಬೆಳೆಯಲು ಪ್ರತಿ ಹೆಕ್ಟೇರ್‌ಗೆ ಸಹಾಯಧನ ನೀಡಲಾಗುತ್ತದೆ. ಆಸಕ್ತ ರೈತರು ಅಗತ್ಯ ದಾಖಲೆಗಳೊಂದಿಗೆ ಸಂಬಂಧಪಟ್ಟ ತೋಟಗಾರಿಕೆ ಇಲಾಖೆಯ ಕಚೇರಿಗೆ ಭೇಟಿ ನೀಡಿ ಅರ್ಜಿ ಸಲ್ಲಿಸಬಹುದು ಎಂದು ಪ್ರಕಟಣೆಯಲ್ಲಿ ತಿಳಿಸಿದ್ದಾರೆ. xyxy=(30,350,240,442)
yoga-day-stage-photo xyxy=(372,884,680,998)
brief-item xyxy=(30,452,240,570)
water-tank-photo xyxy=(490,736,682,830)
brief-heading: ವ್ಯಕ್ತಿ ಕಾಣೆ: ಪತ್ತೆಗೆ ಮನವಿ xyxy=(100,751,170,762)
divider xyxy=(42,447,228,448)
section-rule xyxy=(256,1165,918,1167)
lead-col-2: ಏರ್ಪಡಿಸಿದ್ದ ಬಳ್ಳಾರಿ ನಗರ ಹಾಗೂ ಬಳ್ಳಾರಿ ಗ್ರಾಮೀಣದಲ್ಲಿರುವ ಎಲ್ಲಾ ಶಾಲೆ ಮತ್ತು ಕಾಲೇಜುಗಳ ಪ್ರಾಂಶುಪಾಲರ ಹಾಗೂ ಆಡಳಿತ ಮಂಡಳಿ ಸದಸ್ಯರ ಸಭೆಯಲ್ಲಿ ಅವರು ಮಾತನಾಡಿದರು. ದ್ವಿಚಕ್ರ ವಾಹನ ಚಾಲಕರ ಸುರಕ್ಷತೆ ಸಹಾರ ಮತ್ತು ಹಿಂಬದಿ ಸವಾರರು ಕಡ್ಡಾಯವಾಗಿ ಹೆಲ್ಮೆಟ್ ಧರಿಸಬೇಕು ಎಂಬ ನಿಯಮವಿದ್ದರೂ ಹೆಚ್ಚಿನವರು ಪಾಲಿಸುತ್ತಿಲ್ಲ. ಆದ್ದರಿಂದ ಶಾಲಾ ಕಾಲೇಜು ಹಂತದಲ್ಲಿಯೇ ಜಾಗೃತಿ ಮೂಡಿಸಬೇಕು. ಎಲ್ಲಾ ಕಾಲೇಜು ಬಸ್ ಚಾಲಕರು ಮತ್ತು ಶಾಲಾ ವಾಹನಗಳ ಚಾಲಕರು ಸಂಚಾರ xyxy=(356,247,448,415)
top-rule xyxy=(22,63,922,66)
print-color-marks: ●●●● xyxy=(594,1552,641,1565)
brief-body: ಸುವರ್ಣವಾಹಿನಿ ಸುದ್ದಿ ಬಳ್ಳಾರಿ,ಜೂ.21: ನಗರದ ಇಂದ್ರಾ ರಸ್ತೆಯ ಪೊಲೀಸ್ ಕ್ವಾರ್ಟರ್ಸ್ ಬಳಿಯಿರುವ ಸರ್ಕಾರಿ ಅರ್ಜನ್ ವಿದ್ಯಾಲಯದಲ್ಲಿ ಪ್ರಸಕ್ತ ಸಾಲಿಗೆ 7, 8 ಮತ್ತು 9 ನೇ ತರಗತಿಗಳಲ್ಲಿ ಖಾಲಿ ಇರುವ ಸೀಟ್‌ಗಳ ಭರ್ತಿಗಾಗಿ ಅರ್ಜಿ ಆಹ್ವಾನಿಸಲಾಗಿದೆ ಎಂದು ಶಾಲೆಯ ಪ್ರಾಂಶುಪಾಲರು ತಿಳಿಸಿದ್ದಾರೆ. ಬೇಕಾದ ದಾಖಲೆ: ಜನನ ಪ್ರಮಾಣ ಪತ್ರ, ಆಧಾರ್ ಕಾರ್ಡ್, ವರ್ಗಾವಣೆ ಪತ್ರ ಮತ್ತು 2 ಭಾವಚಿತ್ರ. ಆಸಕ್ತರು ಜೂ.30 ರೊಳಗೆ ಅರ್ಜಿ ಸಲ್ಲಿಸಬಹುದು. ಹೆಚ್ಚಿನ ಮಾಹಿತಿಗಾಗಿ ದೂ.9740738762 ಗೆ ಸಂಪರ್ಕಿಸಬಹುದು ಎಂದು ಪ್ರಕಟಣೆಯಲ್ಲಿ ತಿಳಿಸಿದ್ದಾರೆ. xyxy=(30,477,240,569)
chutuku-column xyxy=(22,68,247,1538)
modi-col-3: ಪ್ರಶಸ್ತಿ ನೀಡಿ ಗೌರವಿಸಲಾಯಿತು. ಶಾಲೆಯ ಆಡಳಿತ ಮಂಡಳಿಯ ಸದಸ್ಯರು ವಿದ್ಯಾರ್ಥಿಗಳನ್ನು ಅಭಿನಂದಿಸಿದರು. ಕಾರ್ಯಕ್ರಮದಲ್ಲಿ ಶಾಲೆಯ ಪ್ರಾಂಶುಪಾಲರು, ಶಿಕ್ಷಕರು, ವಿದ್ಯಾರ್ಥಿಗಳು ಹಾಗೂ ಪೋಷಕರು ಉಪಸ್ಥಿತರಿದ್ದರು. ಕಾರ್ಯಕ್ರಮವನ್ನು ಶಿಕ್ಷಕರು ನಿರೂಪಿಸಿದರು, ವಿದ್ಯಾರ್ಥಿಗಳು ಪ್ರಾರ್ಥಿಸಿದರು, ಕೊನೆಯಲ್ಲಿ ವಂದನಾರ್ಪಣೆ ನಡೆಯಿತು. xyxy=(528,1003,682,1069)
temple-col-1: ಸುವರ್ಣವಾಹಿನಿ ಸುದ್ದಿ ಕಂಪ್ಲಿ,ಜೂ.21: ಪಟ್ಟಣದ ಸತ್ಯನಾರಾಯಣ ಪೇಟೆಯಲ್ಲಿರುವ ಶ್ರೀ ಸತ್ಯನಾರಾಯಣ ಸ್ವಾಮಿಯ 56ನೇ ವಾರ್ಷಿಕೋತ್ಸವದ ಅಂಗವಾಗಿ ವಿಶೇಷ ಪೂಜೆ ಹಾಗೂ ಹೋಮ ಕಾರ್ಯಕ್ರಮಗಳು ನೆರವೇರಿದವು. ಬೆಳಿಗ್ಗೆಯಿಂದಲೇ ಸ್ವಾಮಿಗೆ ಅಭಿಷೇಕ, ಅಲಂಕಾರ ಹಾಗೂ ವಿಶೇಷ ಪೂಜೆಗಳನ್ನು ನೆರವೇರಿಸಲಾಯಿತು. xyxy=(258,1169,382,1258)
divider xyxy=(42,205,228,206)
brief-heading: ಸರ್ಕಾರಿ ಅರ್ಜನ್ ವಿದ್ಯಾಲಯದಲ್ಲಿ 7,8,9 ನೇ ತರಗತಿ ಪ್ರವೇಶಕ್ಕೆ ಖಾಲಿ ಬಿಟ್ಟಿರುವ ಸೀಟ್ ಗಳಿಗೆ ಅರ್ಜಿ ಆಹ್ವಾನ xyxy=(41,452,229,474)
section-rule xyxy=(256,852,686,854)
sindhuvala-headline: ಸಿಂಧುವಾಳ ಗ್ರಾಮದಲ್ಲಿ ಯೋಗ ದಿನಾಚರಣೆ xyxy=(258,423,482,443)
health-centre-body: ಸುವರ್ಣವಾಹಿನಿ ಸುದ್ದಿ ಚಿತ್ರದುರ್ಗ: ಬಳ್ಳಾರಿ ತಾಲೂಕಿನ ರೂಪನಗುಡಿ ಗ್ರಾಮದ ಆರೋಗ್ಯ ಸಮುದಾಯ ಕೇಂದ್ರದಲ್ಲಿ ಅಂತರಾಷ್ಟ್ರೀಯ ಯೋಗ ದಿನಾಚರಣೆಯ ಪ್ರಯುಕ್ತ ಸಮುದಾಯ ಆರೋಗ್ಯ ಕೇಂದ್ರದ ಆವರಣದಲ್ಲಿ ಯೋಗ ಕಾರ್ಯಕ್ರಮ ಹಮ್ಮಿಕೊಳ್ಳಲಾಯಿತು. ವೈದ್ಯಾಧಿಕಾರಿಗಳು, ಆರೋಗ್ಯ ಸಿಬ್ಬಂದಿ ಹಾಗೂ ಗ್ರಾಮಸ್ಥರು ಯೋಗಾಭ್ಯಾಸ ಮಾಡಿದರು. ಈ ಕಾರ್ಯಕ್ರಮದಲ್ಲಿ ಗ್ರಾಮ ಪಂಚಾಯತಿ ಅಧ್ಯಕ್ಷರು ಮತ್ತು ಸದಸ್ಯರು ಉಪಸ್ಥಿತರಿದ್ದರು. xyxy=(700,551,912,617)
temple-ritual-photo xyxy=(704,1025,908,1156)
section-rule xyxy=(256,418,918,420)
print-color-marks: ●●●● xyxy=(26,1552,73,1565)
